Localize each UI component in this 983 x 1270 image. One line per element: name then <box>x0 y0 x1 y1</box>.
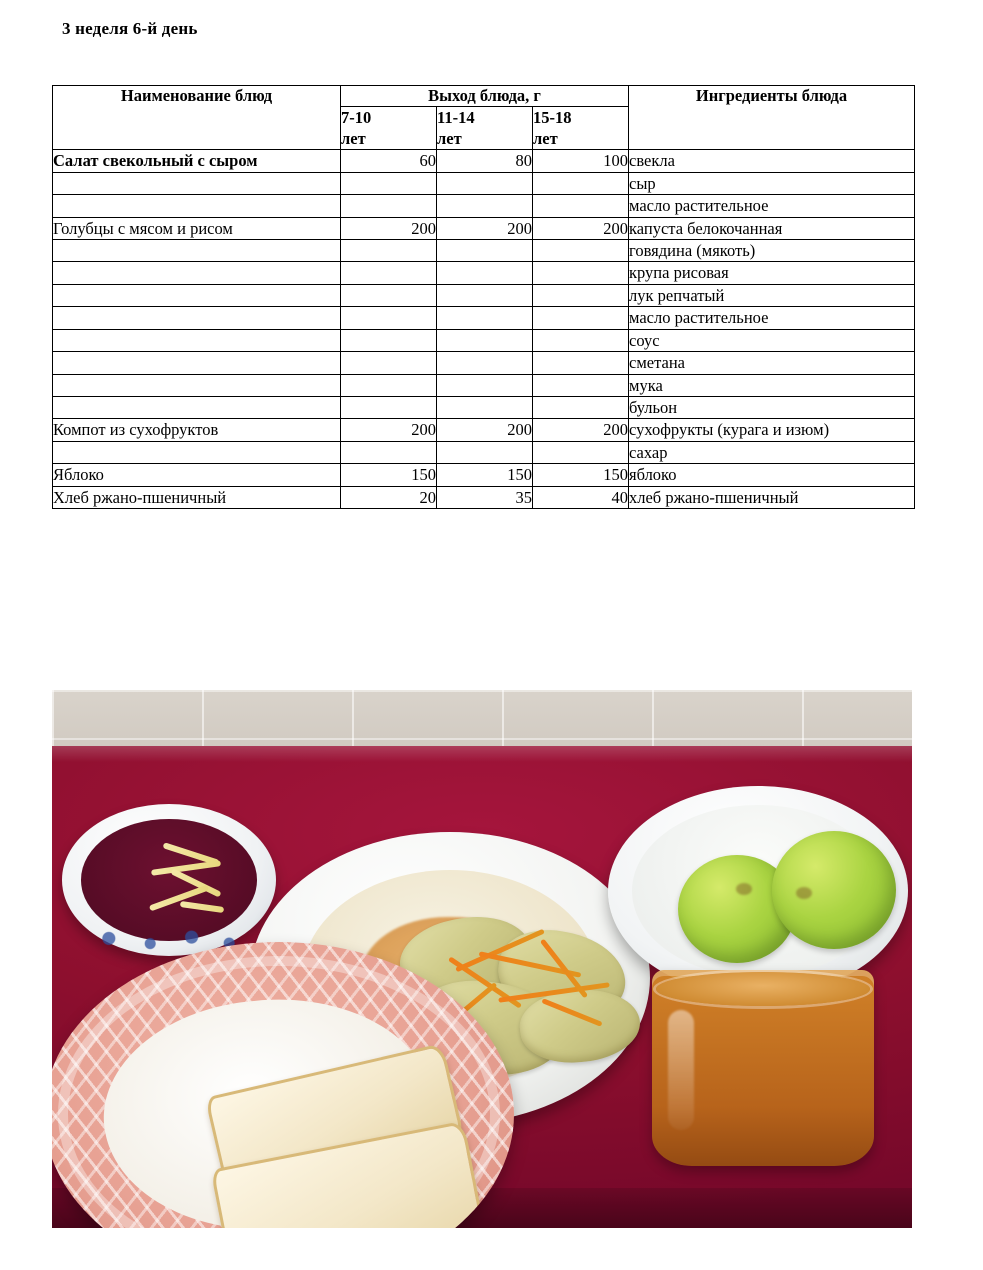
column-header-dish-name: Наименование блюд <box>53 86 341 150</box>
dish-qty-15-18: 40 <box>533 486 629 508</box>
dish-qty-7-10: 150 <box>341 464 437 486</box>
qty-empty <box>533 195 629 217</box>
dish-qty-15-18: 100 <box>533 150 629 172</box>
apple-blemish <box>796 887 812 899</box>
qty-empty <box>341 307 437 329</box>
red-tray <box>52 746 912 1228</box>
dish-name: Компот из сухофруктов <box>53 419 341 441</box>
ingredient-item: свекла <box>629 150 915 172</box>
table-row-ingredient <box>53 397 915 419</box>
qty-empty <box>437 397 533 419</box>
table-row <box>53 419 915 441</box>
table-row-ingredient <box>53 195 915 217</box>
table-row <box>53 150 915 172</box>
qty-empty <box>533 239 629 261</box>
age-label-line2: лет <box>341 129 366 149</box>
ingredient-item: капуста белокочанная <box>629 217 915 239</box>
beet-salad-bowl <box>62 804 276 956</box>
dish-name-empty <box>53 239 341 261</box>
qty-empty <box>533 307 629 329</box>
age-label-line1: 15-18 <box>533 108 572 127</box>
dish-name-empty <box>53 329 341 351</box>
qty-empty <box>533 284 629 306</box>
qty-empty <box>437 374 533 396</box>
dish-name-empty <box>53 352 341 374</box>
dish-qty-15-18: 150 <box>533 464 629 486</box>
table-row-ingredient <box>53 262 915 284</box>
qty-empty <box>341 441 437 463</box>
age-label-line1: 11-14 <box>437 108 475 127</box>
qty-empty <box>533 262 629 284</box>
table-row-ingredient <box>53 374 915 396</box>
bread-basket <box>52 942 514 1228</box>
dish-qty-15-18: 200 <box>533 419 629 441</box>
qty-empty <box>533 397 629 419</box>
apple <box>772 831 896 949</box>
ingredient-item: хлеб ржано-пшеничный <box>629 486 915 508</box>
qty-empty <box>341 329 437 351</box>
dish-qty-11-14: 80 <box>437 150 533 172</box>
qty-empty <box>341 374 437 396</box>
ingredient-item: сыр <box>629 172 915 194</box>
dish-name: Голубцы с мясом и рисом <box>53 217 341 239</box>
table-row-ingredient <box>53 329 915 351</box>
dish-qty-7-10: 200 <box>341 419 437 441</box>
qty-empty <box>341 239 437 261</box>
compote-surface <box>656 972 870 1006</box>
ingredient-item: сметана <box>629 352 915 374</box>
qty-empty <box>437 172 533 194</box>
qty-empty <box>341 352 437 374</box>
qty-empty <box>437 239 533 261</box>
dish-name: Хлеб ржано-пшеничный <box>53 486 341 508</box>
table-row <box>53 464 915 486</box>
table-row-ingredient <box>53 284 915 306</box>
ingredient-item: масло растительное <box>629 307 915 329</box>
qty-empty <box>341 284 437 306</box>
column-header-ingredients: Ингредиенты блюда <box>629 86 915 150</box>
table-row-ingredient <box>53 307 915 329</box>
dish-qty-7-10: 60 <box>341 150 437 172</box>
compote-glass <box>652 970 874 1166</box>
meal-photo <box>52 690 912 1228</box>
qty-empty <box>533 352 629 374</box>
page-title: 3 неделя 6-й день <box>62 19 198 38</box>
qty-empty <box>437 441 533 463</box>
ingredient-item: сухофрукты (курага и изюм) <box>629 419 915 441</box>
dish-name-empty <box>53 195 341 217</box>
ingredient-item: сахар <box>629 441 915 463</box>
dish-qty-7-10: 20 <box>341 486 437 508</box>
menu-table <box>52 85 915 509</box>
qty-empty <box>533 374 629 396</box>
dish-qty-11-14: 35 <box>437 486 533 508</box>
column-header-output: Выход блюда, г <box>341 86 629 107</box>
dish-qty-11-14: 150 <box>437 464 533 486</box>
ingredient-item: яблоко <box>629 464 915 486</box>
dish-name-empty <box>53 284 341 306</box>
qty-empty <box>437 262 533 284</box>
age-label-line2: лет <box>437 129 462 149</box>
qty-empty <box>533 172 629 194</box>
dish-name-empty <box>53 172 341 194</box>
table-header-row-1 <box>53 86 915 107</box>
qty-empty <box>533 441 629 463</box>
column-header-age-11-14 <box>437 107 533 150</box>
dish-name-empty <box>53 441 341 463</box>
dish-qty-15-18: 200 <box>533 217 629 239</box>
table-row-ingredient <box>53 239 915 261</box>
dish-name-empty <box>53 262 341 284</box>
ingredient-item: соус <box>629 329 915 351</box>
qty-empty <box>437 352 533 374</box>
dish-name: Яблоко <box>53 464 341 486</box>
qty-empty <box>341 172 437 194</box>
qty-empty <box>437 195 533 217</box>
beet-salad-contents <box>81 819 256 941</box>
dish-name-empty <box>53 307 341 329</box>
table-row <box>53 217 915 239</box>
ingredient-item: масло растительное <box>629 195 915 217</box>
cheese-shred <box>151 861 221 877</box>
qty-empty <box>437 329 533 351</box>
age-label-line2: лет <box>533 129 558 149</box>
qty-empty <box>341 262 437 284</box>
dish-name: Салат свекольный с сыром <box>53 150 341 172</box>
dish-qty-11-14: 200 <box>437 217 533 239</box>
column-header-age-7-10 <box>341 107 437 150</box>
apples-bowl <box>608 786 908 996</box>
dish-name-empty <box>53 397 341 419</box>
apples-bowl-inner <box>632 805 884 977</box>
age-label-line1: 7-10 <box>341 108 372 127</box>
dish-qty-7-10: 200 <box>341 217 437 239</box>
table-row-ingredient <box>53 172 915 194</box>
ingredient-item: говядина (мякоть) <box>629 239 915 261</box>
table-row-ingredient <box>53 441 915 463</box>
qty-empty <box>341 195 437 217</box>
qty-empty <box>341 397 437 419</box>
table-row-ingredient <box>53 352 915 374</box>
qty-empty <box>437 307 533 329</box>
glass-highlight <box>668 1010 694 1130</box>
dish-qty-11-14: 200 <box>437 419 533 441</box>
menu-table-container <box>52 85 914 509</box>
apple-blemish <box>736 883 752 895</box>
cheese-shred <box>179 901 223 913</box>
ingredient-item: мука <box>629 374 915 396</box>
dish-name-empty <box>53 374 341 396</box>
column-header-age-15-18 <box>533 107 629 150</box>
ingredient-item: бульон <box>629 397 915 419</box>
qty-empty <box>437 284 533 306</box>
ingredient-item: крупа рисовая <box>629 262 915 284</box>
qty-empty <box>533 329 629 351</box>
ingredient-item: лук репчатый <box>629 284 915 306</box>
table-row <box>53 486 915 508</box>
